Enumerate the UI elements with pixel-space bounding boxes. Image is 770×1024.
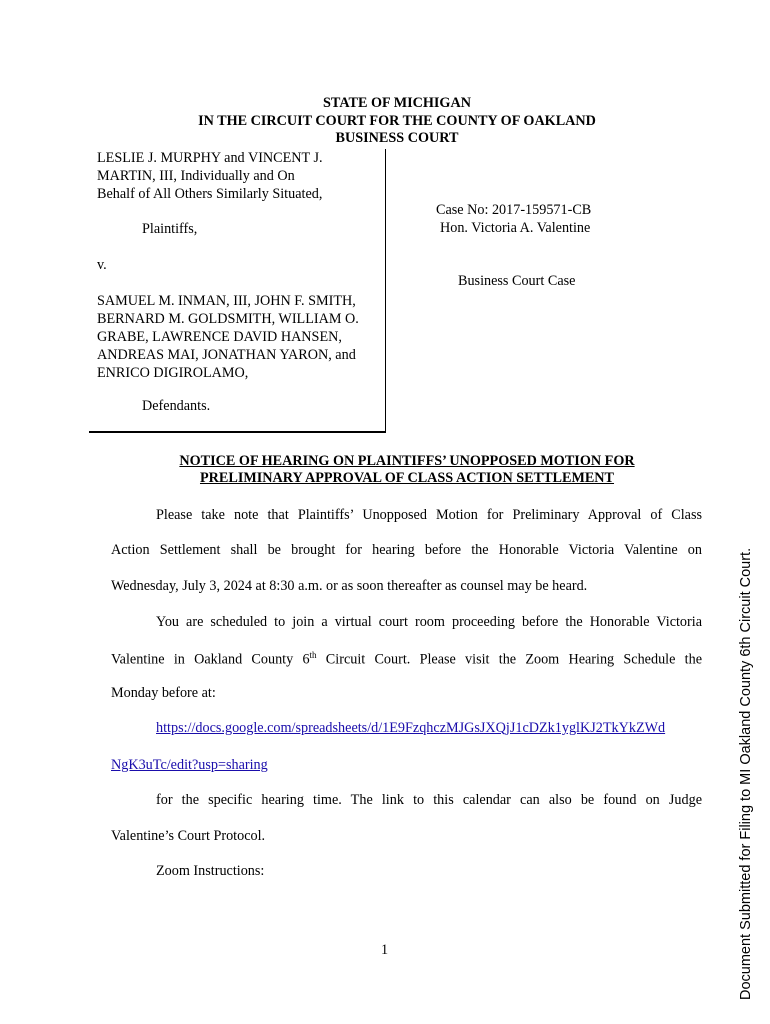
case-caption-parties bbox=[97, 149, 323, 203]
case-type: Business Court Case bbox=[458, 273, 576, 289]
defendants-line: GRABE, LAWRENCE DAVID HANSEN, bbox=[97, 329, 342, 345]
paragraph-2-line-1: You are scheduled to join a virtual court room proceeding before the Honorable Victoria bbox=[156, 614, 702, 630]
title-line: NOTICE OF HEARING ON PLAINTIFFS’ UNOPPOSED MOTION FOR bbox=[179, 453, 635, 469]
court-heading bbox=[0, 95, 770, 148]
paragraph-1-line-1: Please take note that Plaintiffs’ Unopposed Motion for Preliminary Approval of Class bbox=[156, 507, 702, 523]
paragraph-3-line-1: for the specific hearing time. The link to this calendar can also be found on Judge bbox=[156, 792, 702, 808]
document-title bbox=[0, 453, 770, 487]
page-number: 1 bbox=[381, 942, 389, 958]
plaintiffs-line: Behalf of All Others Similarly Situated, bbox=[97, 186, 323, 202]
paragraph-1-line-2: Action Settlement shall be brought for hearing before the Honorable Victoria Valentine on bbox=[111, 542, 702, 558]
defendants-line: BERNARD M. GOLDSMITH, WILLIAM O. bbox=[97, 311, 359, 327]
plaintiffs-line: MARTIN, III, Individually and On bbox=[97, 168, 295, 184]
paragraph-3-line-2: Valentine’s Court Protocol. bbox=[111, 828, 266, 844]
versus: v. bbox=[97, 257, 107, 273]
caption-divider-vertical bbox=[385, 149, 386, 433]
paragraph-2-text: Circuit Court. Please visit the Zoom Hearing Schedule the bbox=[316, 651, 702, 668]
court-name: IN THE CIRCUIT COURT FOR THE COUNTY OF OAKLAND bbox=[198, 112, 596, 129]
court-division: BUSINESS COURT bbox=[335, 130, 459, 146]
plaintiffs-line: LESLIE J. MURPHY and VINCENT J. bbox=[97, 150, 323, 166]
schedule-link-continued[interactable]: NgK3uTc/edit?usp=sharing bbox=[111, 757, 268, 773]
paragraph-2-text: Valentine in Oakland County 6 bbox=[111, 651, 310, 668]
defendants-label: Defendants. bbox=[142, 398, 211, 414]
zoom-instructions-heading: Zoom Instructions: bbox=[156, 863, 265, 879]
caption-divider-horizontal bbox=[89, 431, 386, 433]
ordinal-suffix: th bbox=[309, 650, 317, 660]
case-number: Case No: 2017-159571-CB bbox=[436, 202, 592, 218]
title-line: PRELIMINARY APPROVAL OF CLASS ACTION SETTLEMENT bbox=[199, 470, 615, 486]
paragraph-2-line-2 bbox=[111, 650, 702, 669]
filing-stamp: Document Submitted for Filing to MI Oakland County 6th Circuit Court. bbox=[738, 547, 754, 1000]
defendants-line: SAMUEL M. INMAN, III, JOHN F. SMITH, bbox=[97, 293, 356, 309]
court-state: STATE OF MICHIGAN bbox=[323, 95, 471, 111]
defendants-block bbox=[97, 292, 359, 382]
schedule-link[interactable]: https://docs.google.com/spreadsheets/d/1E9FzqhczMJGsJXQjJ1cDZk1yglKJ2TkYkZWd bbox=[156, 720, 666, 736]
defendants-line: ANDREAS MAI, JONATHAN YARON, and bbox=[97, 347, 356, 363]
paragraph-2-line-3: Monday before at: bbox=[111, 685, 216, 701]
judge-name: Hon. Victoria A. Valentine bbox=[440, 220, 591, 236]
plaintiffs-label: Plaintiffs, bbox=[142, 221, 198, 237]
paragraph-1-line-3: Wednesday, July 3, 2024 at 8:30 a.m. or as soon thereafter as counsel may be heard. bbox=[111, 578, 588, 594]
defendants-line: ENRICO DIGIROLAMO, bbox=[97, 365, 249, 381]
